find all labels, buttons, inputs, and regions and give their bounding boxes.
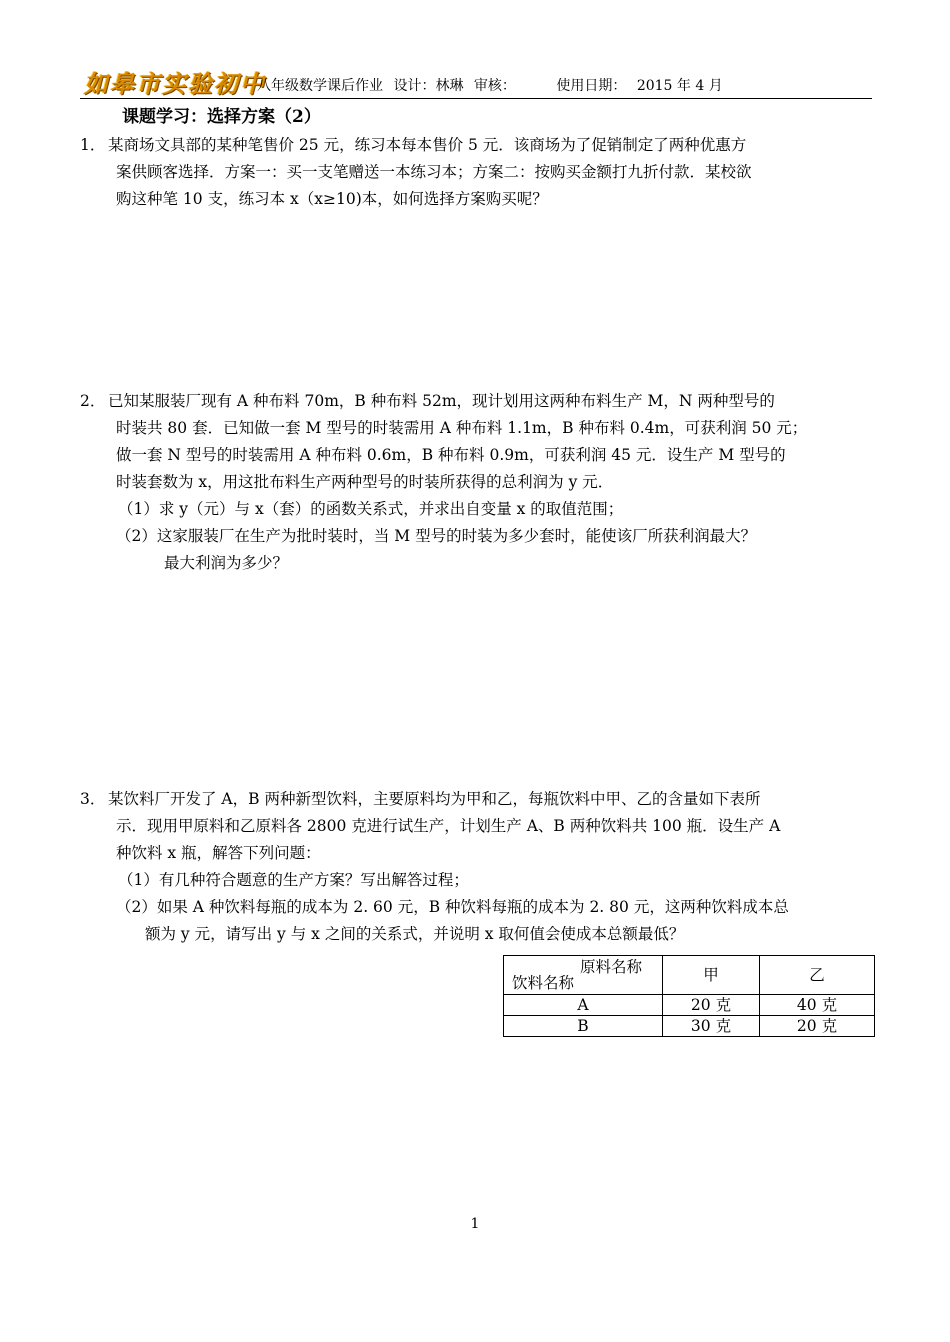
table-header-row <box>504 956 875 995</box>
question-text-line: 某商场文具部的某种笔售价 25 元，练习本每本售价 5 元．该商场为了促销制定了两种优惠方 <box>108 136 747 154</box>
question-number: 2． <box>80 392 106 410</box>
question-text-line: 示．现用甲原料和乙原料各 2800 克进行试生产，计划生产 A、B 两种饮料共 100 瓶．设生产 A <box>116 817 781 835</box>
question-2 <box>80 388 875 577</box>
corner-bottom-label: 饮料名称 <box>512 974 575 992</box>
question-text-line: 已知某服装厂现有 A 种布料 70m，B 种布料 52m，现计划用这两种布料生产 M，N 两种型号的 <box>108 392 775 410</box>
sub-question-1: （1）有几种符合题意的生产方案？写出解答过程； <box>118 871 469 889</box>
page-number: 1 <box>470 1216 480 1232</box>
cell-value: 20 克 <box>663 995 760 1016</box>
lesson-title: 课题学习：选择方案（2） <box>122 107 321 127</box>
cell-value: 20 克 <box>760 1016 875 1037</box>
question-number: 3． <box>80 790 106 808</box>
question-text-line: 某饮料厂开发了 A，B 两种新型饮料，主要原料均为甲和乙，每瓶饮料中甲、乙的含量如下表所 <box>108 790 761 808</box>
sub-question-2: （2）这家服装厂在生产为批时装时，当 M 型号的时装为多少套时，能使该厂所获利润最大？ <box>116 527 757 545</box>
ingredient-table <box>503 955 875 1037</box>
table-corner-cell <box>504 956 663 995</box>
cell-value: 30 克 <box>663 1016 760 1037</box>
question-text-line: 做一套 N 型号的时装需用 A 种布料 0.6m，B 种布料 0.9m，可获利润 45 元．设生产 M 型号的 <box>116 446 786 464</box>
page-header <box>80 64 872 99</box>
sub-question-1: （1）求 y（元）与 x（套）的函数关系式，并求出自变量 x 的取值范围； <box>118 500 624 518</box>
question-text-line: 时装套数为 x，用这批布料生产两种型号的时装所获得的总利润为 y 元． <box>116 473 614 491</box>
header-info <box>257 75 729 95</box>
sub-question-2: （2）如果 A 种饮料每瓶的成本为 2. 60 元，B 种饮料每瓶的成本为 2. 80 元，这两种饮料成本总 <box>116 898 789 916</box>
question-text-line: 案供顾客选择．方案一：买一支笔赠送一本练习本；方案二：按购买金额打九折付款．某校欲 <box>116 163 752 181</box>
question-text-line: 购这种笔 10 支，练习本 x（x≥10)本，如何选择方案购买呢？ <box>116 190 548 208</box>
date-label: 使用日期： <box>556 78 627 94</box>
sub-question-2-continued: 最大利润为多少？ <box>164 554 289 572</box>
table-row <box>504 1016 875 1037</box>
sub-question-2-continued: 额为 y 元，请写出 y 与 x 之间的关系式，并说明 x 取何值会使成本总额最低？ <box>145 925 685 943</box>
row-name: A <box>504 995 663 1016</box>
column-header-yi: 乙 <box>760 956 875 995</box>
school-logo: 如皋市实验初中 <box>84 69 266 98</box>
corner-top-label: 原料名称 <box>579 958 642 976</box>
course-label: 八年级数学课后作业 <box>257 78 383 94</box>
question-number: 1． <box>80 136 106 154</box>
date-value: 2015 年 4 月 <box>636 78 723 94</box>
question-1 <box>80 132 875 213</box>
question-3 <box>80 786 875 948</box>
question-text-line: 种饮料 x 瓶，解答下列问题： <box>116 844 321 862</box>
column-header-jia: 甲 <box>663 956 760 995</box>
table-row <box>504 995 875 1016</box>
row-name: B <box>504 1016 663 1037</box>
question-text-line: 时装共 80 套．已知做一套 M 型号的时装需用 A 种布料 1.1m，B 种布料 0.4m，可获利润 50 元； <box>116 419 808 437</box>
cell-value: 40 克 <box>760 995 875 1016</box>
designer-label: 设计：林琳 <box>393 78 464 94</box>
reviewer-label: 审核： <box>473 78 516 94</box>
